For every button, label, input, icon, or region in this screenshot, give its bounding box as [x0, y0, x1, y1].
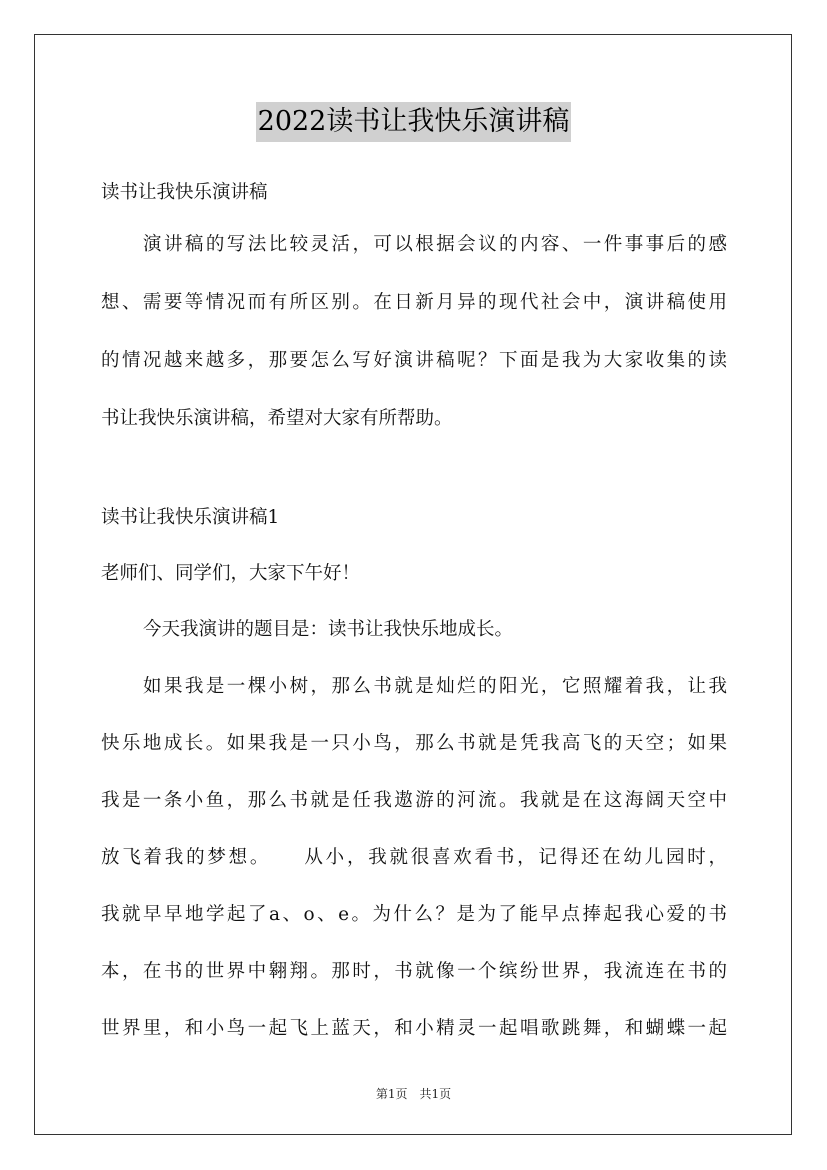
page-footer: 第1页 共1页 [375, 1087, 452, 1101]
paragraph-line: 放飞着我的梦想。 从小，我就很喜欢看书，记得还在幼儿园时， [101, 847, 727, 868]
paragraph-line: 如果我是一棵小树，那么书就是灿烂的阳光，它照耀着我，让我 [143, 676, 727, 697]
greeting-line: 老师们、同学们，大家下午好！ [101, 563, 361, 584]
paragraph-line: 世界里，和小鸟一起飞上蓝天，和小精灵一起唱歌跳舞，和蝴蝶一起 [101, 1018, 727, 1039]
paragraph-line: 我是一条小鱼，那么书就是任我遨游的河流。我就是在这海阔天空中 [101, 790, 727, 811]
subtitle-line: 读书让我快乐演讲稿 [101, 182, 268, 203]
paragraph-line: 我就早早地学起了a、o、e。为什么？是为了能早点捧起我心爱的书 [101, 904, 727, 925]
section-heading: 读书让我快乐演讲稿1 [101, 507, 280, 528]
document-title: 2022读书让我快乐演讲稿 [256, 102, 572, 142]
paragraph-line: 今天我演讲的题目是：读书让我快乐地成长。 [143, 619, 514, 640]
paragraph-line: 想、需要等情况而有所区别。在日新月异的现代社会中，演讲稿使用 [101, 292, 727, 313]
paragraph-line: 的情况越来越多，那要怎么写好演讲稿呢？下面是我为大家收集的读 [101, 350, 727, 371]
paragraph-line: 演讲稿的写法比较灵活，可以根据会议的内容、一件事事后的感 [143, 234, 727, 255]
paragraph-line: 书让我快乐演讲稿，希望对大家有所帮助。 [101, 408, 453, 429]
paragraph-line: 本，在书的世界中翱翔。那时，书就像一个缤纷世界，我流连在书的 [101, 961, 727, 982]
document-title-wrapper [0, 102, 827, 142]
paragraph-line: 快乐地成长。如果我是一只小鸟，那么书就是凭我高飞的天空；如果 [101, 733, 727, 754]
